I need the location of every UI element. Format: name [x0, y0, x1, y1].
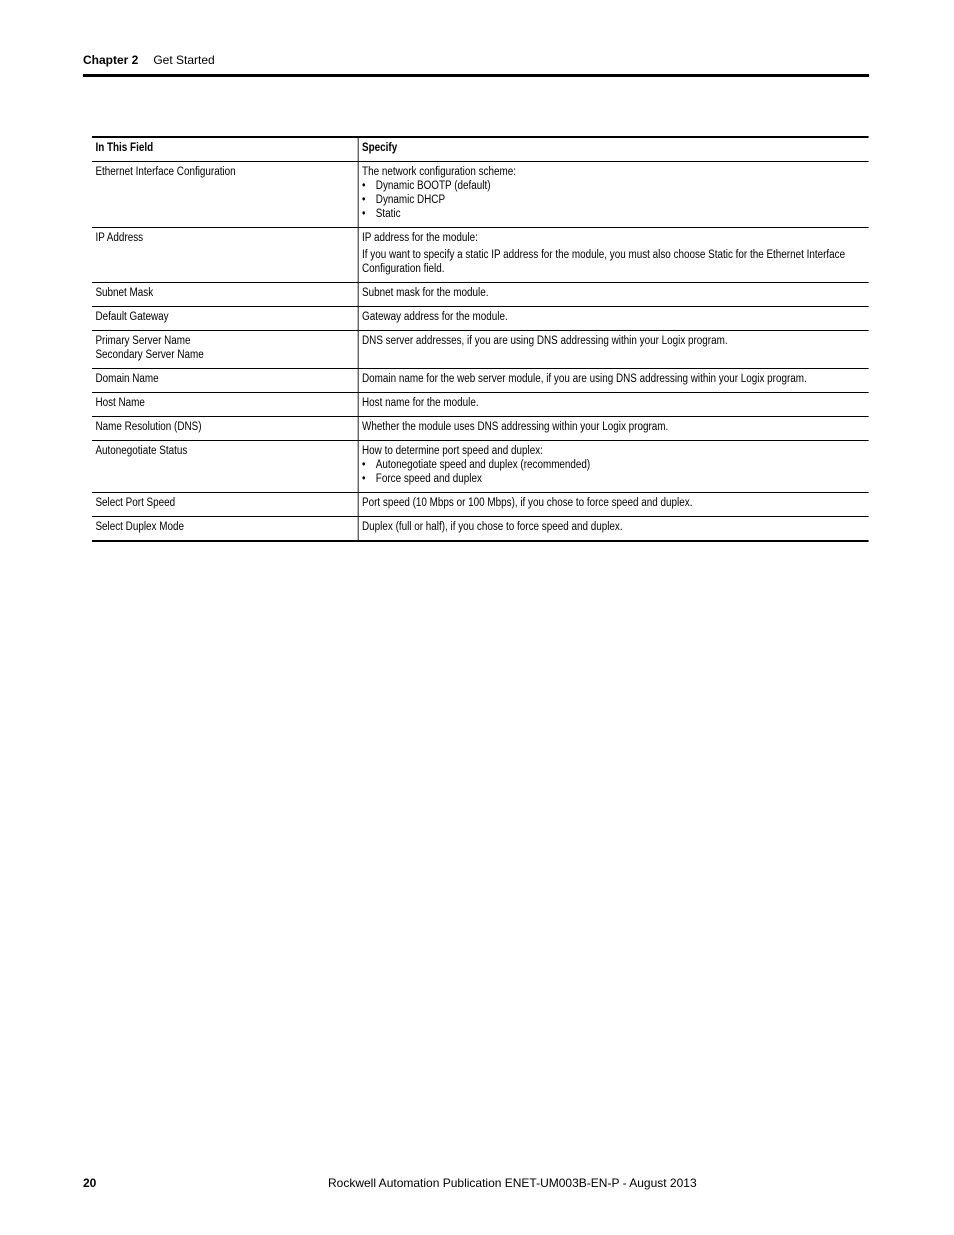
section-title: Get Started: [153, 53, 215, 67]
option-item: • Dynamic BOOTP (default): [362, 179, 865, 193]
specify-text: Port speed (10 Mbps or 100 Mbps), if you chose to force speed and duplex.: [362, 497, 693, 509]
field-name-cell: [92, 331, 358, 369]
specify-text: Host name for the module.: [362, 397, 479, 409]
field-name-cell: [92, 493, 358, 517]
table-row: [92, 331, 869, 369]
specify-text: Gateway address for the module.: [362, 311, 508, 323]
header-rule: [83, 74, 869, 77]
table-row: [92, 283, 869, 307]
table-row: [92, 417, 869, 441]
field-name-cell: [92, 369, 358, 393]
specify-text: How to determine port speed and duplex:: [362, 445, 543, 457]
field-name: Domain Name: [95, 373, 159, 385]
specify-text: IP address for the module:: [362, 232, 478, 244]
option-item: • Static: [362, 207, 865, 221]
specify-cell: [358, 162, 868, 228]
column-header-field: In This Field: [92, 137, 358, 162]
field-name-cell: [92, 307, 358, 331]
field-name: Select Duplex Mode: [95, 521, 184, 533]
field-name: Autonegotiate Status: [95, 445, 188, 457]
specify-text: Whether the module uses DNS addressing within your Logix program.: [362, 421, 669, 433]
field-name: Subnet Mask: [95, 287, 154, 299]
field-name-cell: [92, 393, 358, 417]
field-name: Default Gateway: [95, 311, 169, 323]
table-header-row: [92, 137, 869, 162]
field-name: Select Port Speed: [95, 497, 176, 509]
publication-line: Rockwell Automation Publication ENET-UM003B-EN-P - August 2013: [328, 1176, 697, 1190]
running-header: [83, 53, 869, 67]
field-spec-table: [92, 136, 869, 542]
field-name: Ethernet Interface Configuration: [95, 166, 236, 178]
specify-cell: [358, 307, 868, 331]
table-row: [92, 228, 869, 283]
specify-cell: [358, 228, 868, 283]
specify-cell: [358, 417, 868, 441]
table-row: [92, 162, 869, 228]
specify-note: If you want to specify a static IP address for the module, you must also choose Static for the Ethernet Interface Configuration field.: [362, 249, 846, 275]
specify-cell: [358, 369, 868, 393]
field-name-cell: [92, 283, 358, 307]
specify-text: The network configuration scheme:: [362, 166, 516, 178]
option-list: [362, 179, 865, 221]
specify-cell: [358, 331, 868, 369]
field-name-cell: [92, 228, 358, 283]
field-name: Primary Server Name: [95, 335, 191, 347]
option-item: • Autonegotiate speed and duplex (recommended): [362, 458, 865, 472]
table-body: [92, 162, 869, 542]
field-name: Name Resolution (DNS): [95, 421, 202, 433]
specify-cell: [358, 517, 868, 542]
specify-cell: [358, 393, 868, 417]
page-number: 20: [83, 1176, 97, 1190]
field-name: Host Name: [95, 397, 145, 409]
specify-cell: [358, 493, 868, 517]
table-row: [92, 307, 869, 331]
table-row: [92, 493, 869, 517]
column-header-specify: Specify: [358, 137, 868, 162]
table-row: [92, 517, 869, 542]
field-name-cell: [92, 162, 358, 228]
specify-text: Domain name for the web server module, if you are using DNS addressing within your Logix program.: [362, 373, 807, 385]
field-name: IP Address: [95, 232, 144, 244]
specify-cell: [358, 441, 868, 493]
table-row: [92, 441, 869, 493]
table-row: [92, 393, 869, 417]
chapter-label: Chapter 2: [83, 53, 139, 67]
specify-cell: [358, 283, 868, 307]
field-name: Secondary Server Name: [95, 349, 204, 361]
specify-text: Subnet mask for the module.: [362, 287, 489, 299]
specify-text: DNS server addresses, if you are using DNS addressing within your Logix program.: [362, 335, 728, 347]
table-row: [92, 369, 869, 393]
option-item: • Dynamic DHCP: [362, 193, 865, 207]
field-name-cell: [92, 417, 358, 441]
specify-text: Duplex (full or half), if you chose to force speed and duplex.: [362, 521, 623, 533]
field-name-cell: [92, 441, 358, 493]
option-list: [362, 458, 865, 486]
field-name-cell: [92, 517, 358, 542]
option-item: • Force speed and duplex: [362, 472, 865, 486]
